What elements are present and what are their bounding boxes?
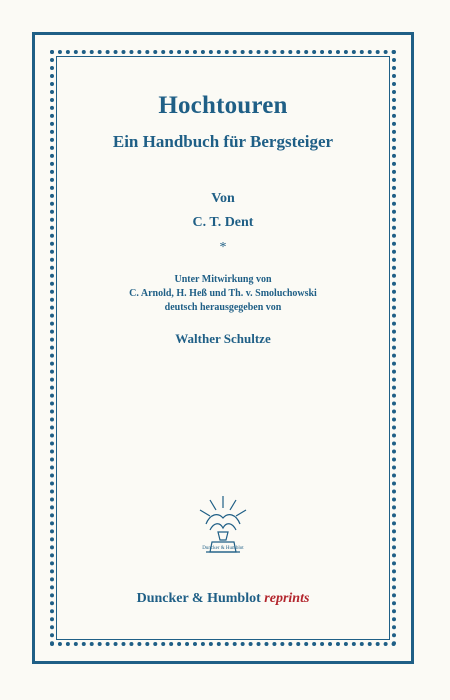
publisher-line [56, 591, 390, 607]
book-subtitle: Ein Handbuch für Bergsteiger [112, 132, 334, 151]
series-label: reprints [264, 591, 310, 606]
book-title: Hochtouren [158, 92, 288, 119]
contributors-names: C. Arnold, H. Heß und Th. v. Smoluchowski [129, 288, 317, 299]
editor-name: Walther Schultze [175, 331, 271, 346]
star-ornament-icon: * [219, 240, 227, 255]
publisher-emblem-icon [192, 490, 254, 568]
editor-intro: deutsch herausgegeben von [164, 302, 282, 313]
logo-text: Duncker & Humblot [202, 546, 244, 551]
contributors-intro: Unter Mitwirkung von [174, 274, 272, 285]
publisher-name: Duncker & Humblot [136, 591, 261, 606]
author-name: C. T. Dent [192, 215, 254, 230]
by-label: Von [211, 191, 235, 206]
